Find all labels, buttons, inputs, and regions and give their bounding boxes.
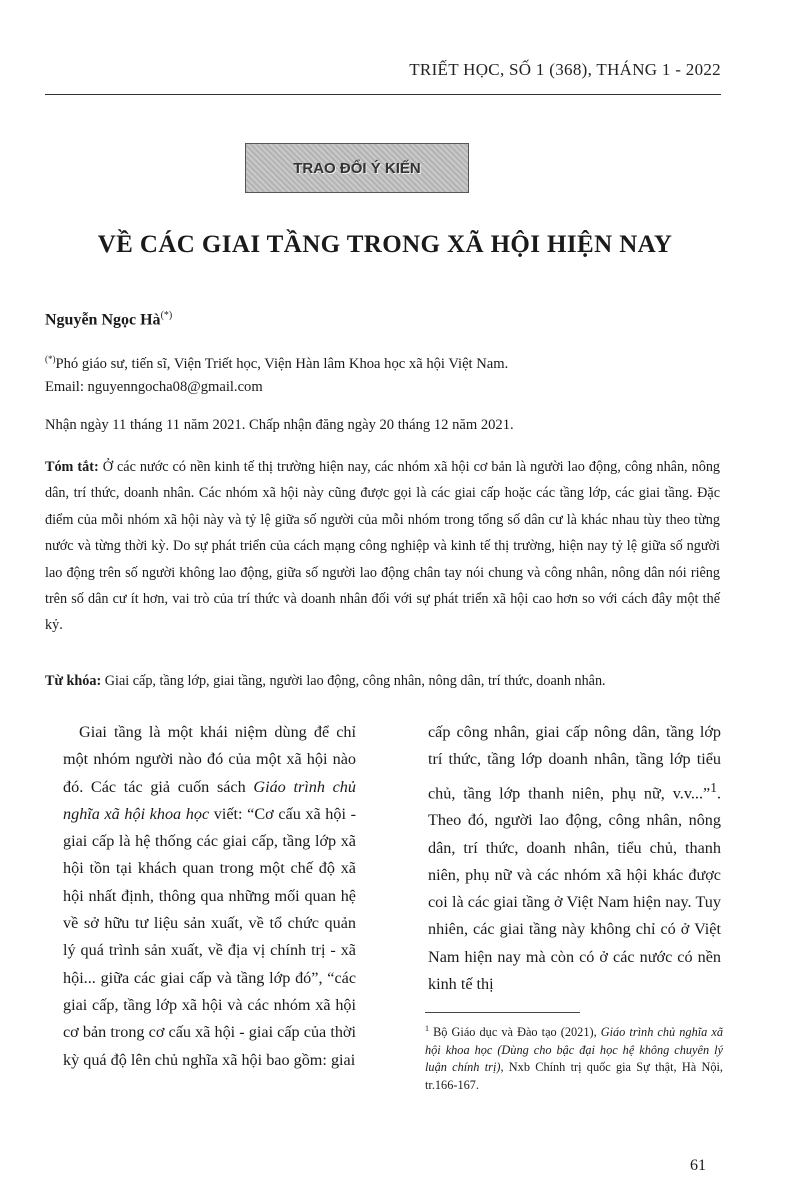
footnote-marker: 1 bbox=[425, 1024, 429, 1033]
footnote-prefix: Bộ Giáo dục và Đào tạo (2021), bbox=[429, 1025, 601, 1040]
footnote-book-title: Giáo trình chủ nghĩa xã hội khoa học (Dùng cho bậc đại học hệ không chuyên lý luận chính trị) bbox=[425, 1025, 723, 1075]
page-number: 61 bbox=[690, 1157, 706, 1174]
body-column-right bbox=[428, 719, 721, 998]
body-column-left bbox=[63, 719, 356, 1074]
footnote bbox=[425, 1020, 723, 1094]
abstract-label: Tóm tắt: bbox=[45, 459, 99, 475]
body-right-text-1: cấp công nhân, giai cấp nông dân, tầng lớp trí thức, tầng lớp doanh nhân, tầng lớp tiểu chủ, tầng lớp thanh niên, phụ nữ, v.v...” bbox=[428, 723, 721, 802]
section-banner bbox=[245, 143, 469, 193]
section-label: TRAO ĐỔI Ý KIẾN bbox=[293, 159, 421, 177]
affiliation-marker: (*) bbox=[45, 354, 56, 364]
body-right-text-2: . Theo đó, người lao động, công nhân, nông dân, trí thức, doanh nhân, tiểu chủ, thanh niên, phụ nữ và các nhóm xã hội khác được coi là các giai tầng ở Việt Nam hiện nay. Tuy nhiên, các giai tầng này không chỉ có ở Việt Nam hiện nay mà còn có ở các nước có nền kinh tế thị bbox=[428, 783, 721, 994]
footnote-suffix: , Nxb Chính trị quốc gia Sự thật, Hà Nội, tr.166-167. bbox=[425, 1060, 723, 1092]
body-left-text-2: viết: “Cơ cấu xã hội - giai cấp là hệ thống các giai cấp, tầng lớp xã hội tồn tại khách quan trong một chế độ xã hội nhất định, thông qua những mối quan hệ về sở hữu tư liệu sản xuất, về tổ chức quản lý quá trình sản xuất, về địa vị chính trị - xã hội... giữa các giai cấp và tầng lớp đó”, “các giai cấp, tầng lớp xã hội và các nhóm xã hội cơ bản trong cơ cấu xã hội - giai cấp của thời kỳ quá độ lên chủ nghĩa xã hội bao gồm: giai bbox=[63, 804, 356, 1069]
footnote-rule bbox=[425, 1012, 580, 1013]
footnote-ref: 1 bbox=[710, 779, 717, 795]
journal-header: TRIẾT HỌC, SỐ 1 (368), THÁNG 1 - 2022 bbox=[409, 60, 721, 79]
author-marker: (*) bbox=[160, 310, 173, 321]
received-dates: Nhận ngày 11 tháng 11 năm 2021. Chấp nhận đăng ngày 20 tháng 12 năm 2021. bbox=[45, 417, 514, 433]
keywords-label: Từ khóa: bbox=[45, 673, 102, 689]
author-email: Email: nguyenngocha08@gmail.com bbox=[45, 379, 263, 395]
affiliation-text: Phó giáo sư, tiến sĩ, Viện Triết học, Viện Hàn lâm Khoa học xã hội Việt Nam. bbox=[55, 355, 509, 372]
author-name: Nguyễn Ngọc Hà bbox=[45, 311, 161, 329]
affiliation bbox=[45, 354, 508, 373]
keywords-text: Giai cấp, tầng lớp, giai tầng, người lao động, công nhân, nông dân, trí thức, doanh nhân. bbox=[104, 673, 606, 689]
header-rule bbox=[45, 94, 721, 95]
book-title: Giáo trình chủ nghĩa xã hội khoa học bbox=[63, 777, 356, 823]
article-title: VỀ CÁC GIAI TẦNG TRONG XÃ HỘI HIỆN NAY bbox=[97, 231, 673, 258]
keywords bbox=[45, 673, 725, 690]
author-line bbox=[45, 310, 172, 329]
abstract bbox=[45, 454, 720, 639]
body-left-text-1: Giai tầng là một khái niệm dùng để chỉ một nhóm người nào đó của một xã hội nào đó. Các tác giả cuốn sách bbox=[63, 723, 356, 796]
abstract-text: Ở các nước có nền kinh tế thị trường hiện nay, các nhóm xã hội cơ bản là người lao động, công nhân, nông dân, trí thức, doanh nhân. Các nhóm xã hội này cũng được gọi là các giai cấp hoặc các tầng lớp, các giai tầng. Đặc điểm của mỗi nhóm xã hội này và tỷ lệ giữa số người của mỗi nhóm trong tổng số dân cư là khác nhau tùy theo từng nước và từng thời kỳ. Do sự phát triển của cách mạng công nghiệp và kinh tế thị trường, hiện nay tỷ lệ giữa số người lao động trên số người không lao động, giữa số người lao động chân tay nói chung và công nhân, nông dân nói riêng trên số dân cư ít hơn, vai trò của trí thức và doanh nhân đối với sự phát triển xã hội cao hơn so với cách đây một thế kỷ. bbox=[45, 459, 721, 634]
